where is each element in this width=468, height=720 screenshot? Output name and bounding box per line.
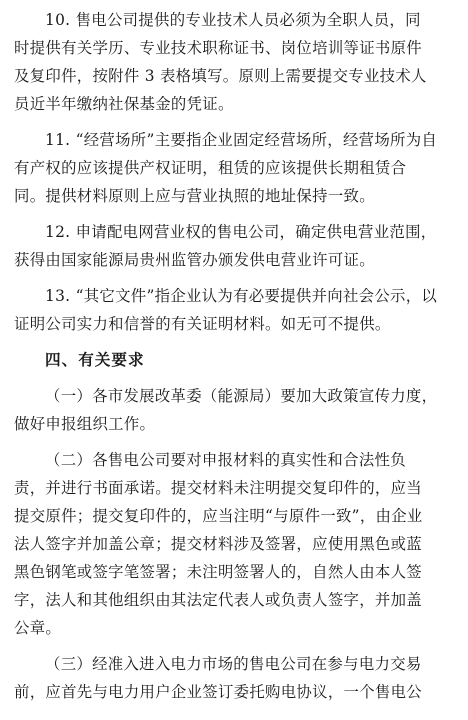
text-line: 前，应首先与电力用户企业签订委托购电协议，一个售电公 xyxy=(14,683,422,701)
paragraph-item-13 xyxy=(14,282,456,338)
paragraph-requirement-3 xyxy=(14,650,456,706)
text-line: 责，并进行书面承诺。提交材料未注明提交复印件的，应当 xyxy=(14,479,422,497)
text-line: 10. 售电公司提供的专业技术人员必须为全职人员，同 xyxy=(45,11,421,29)
text-line: 时提供有关学历、专业技术职称证书、岗位培训等证书原件 xyxy=(14,39,422,57)
paragraph-requirement-1 xyxy=(14,382,456,438)
paragraph-item-12 xyxy=(14,218,456,274)
text-line: 做好申报组织工作。 xyxy=(14,415,156,433)
section-heading: 四、有关要求 xyxy=(45,351,145,369)
text-line: 11. “经营场所”主要指企业固定经营场所，经营场所为自 xyxy=(45,131,438,149)
text-line: 字，法人和其他组织由其法定代表人或负责人签字，并加盖 xyxy=(14,591,422,609)
text-line: 员近半年缴纳社保基金的凭证。 xyxy=(14,95,234,113)
text-line: （三）经准入进入电力市场的售电公司在参与电力交易 xyxy=(45,655,422,673)
paragraph-requirement-2 xyxy=(14,446,456,642)
text-line: 提交原件；提交复印件的，应当注明“与原件一致”，由企业 xyxy=(14,507,423,525)
text-line: 13. “其它文件”指企业认为有必要提供并向社会公示，以 xyxy=(45,287,438,305)
text-line: 12. 申请配电网营业权的售电公司，确定供电营业范围， xyxy=(45,223,437,241)
paragraph-item-10 xyxy=(14,6,456,118)
text-line: 黑色钢笔或签字笔签署；未注明签署人的，自然人由本人签 xyxy=(14,563,422,581)
text-line: 获得由国家能源局贵州监管办颁发供电营业许可证。 xyxy=(14,251,375,269)
text-line: 同。提供材料原则上应与营业执照的地址保持一致。 xyxy=(14,187,375,205)
text-line: 法人签字并加盖公章；提交材料涉及签署，应使用黑色或蓝 xyxy=(14,535,422,553)
text-line: 证明公司实力和信誉的有关证明材料。如无可不提供。 xyxy=(14,315,391,333)
text-line: （二）各售电公司要对申报材料的真实性和合法性负 xyxy=(45,451,406,469)
paragraph-item-11 xyxy=(14,126,456,210)
text-line: 公章。 xyxy=(14,619,62,637)
text-line: 及复印件，按附件 3 表格填写。原则上需要提交专业技术人 xyxy=(14,67,427,85)
text-line: （一）各市发展改革委（能源局）要加大政策宣传力度， xyxy=(45,387,438,405)
text-line: 有产权的应该提供产权证明，租赁的应该提供长期租赁合 xyxy=(14,159,407,177)
